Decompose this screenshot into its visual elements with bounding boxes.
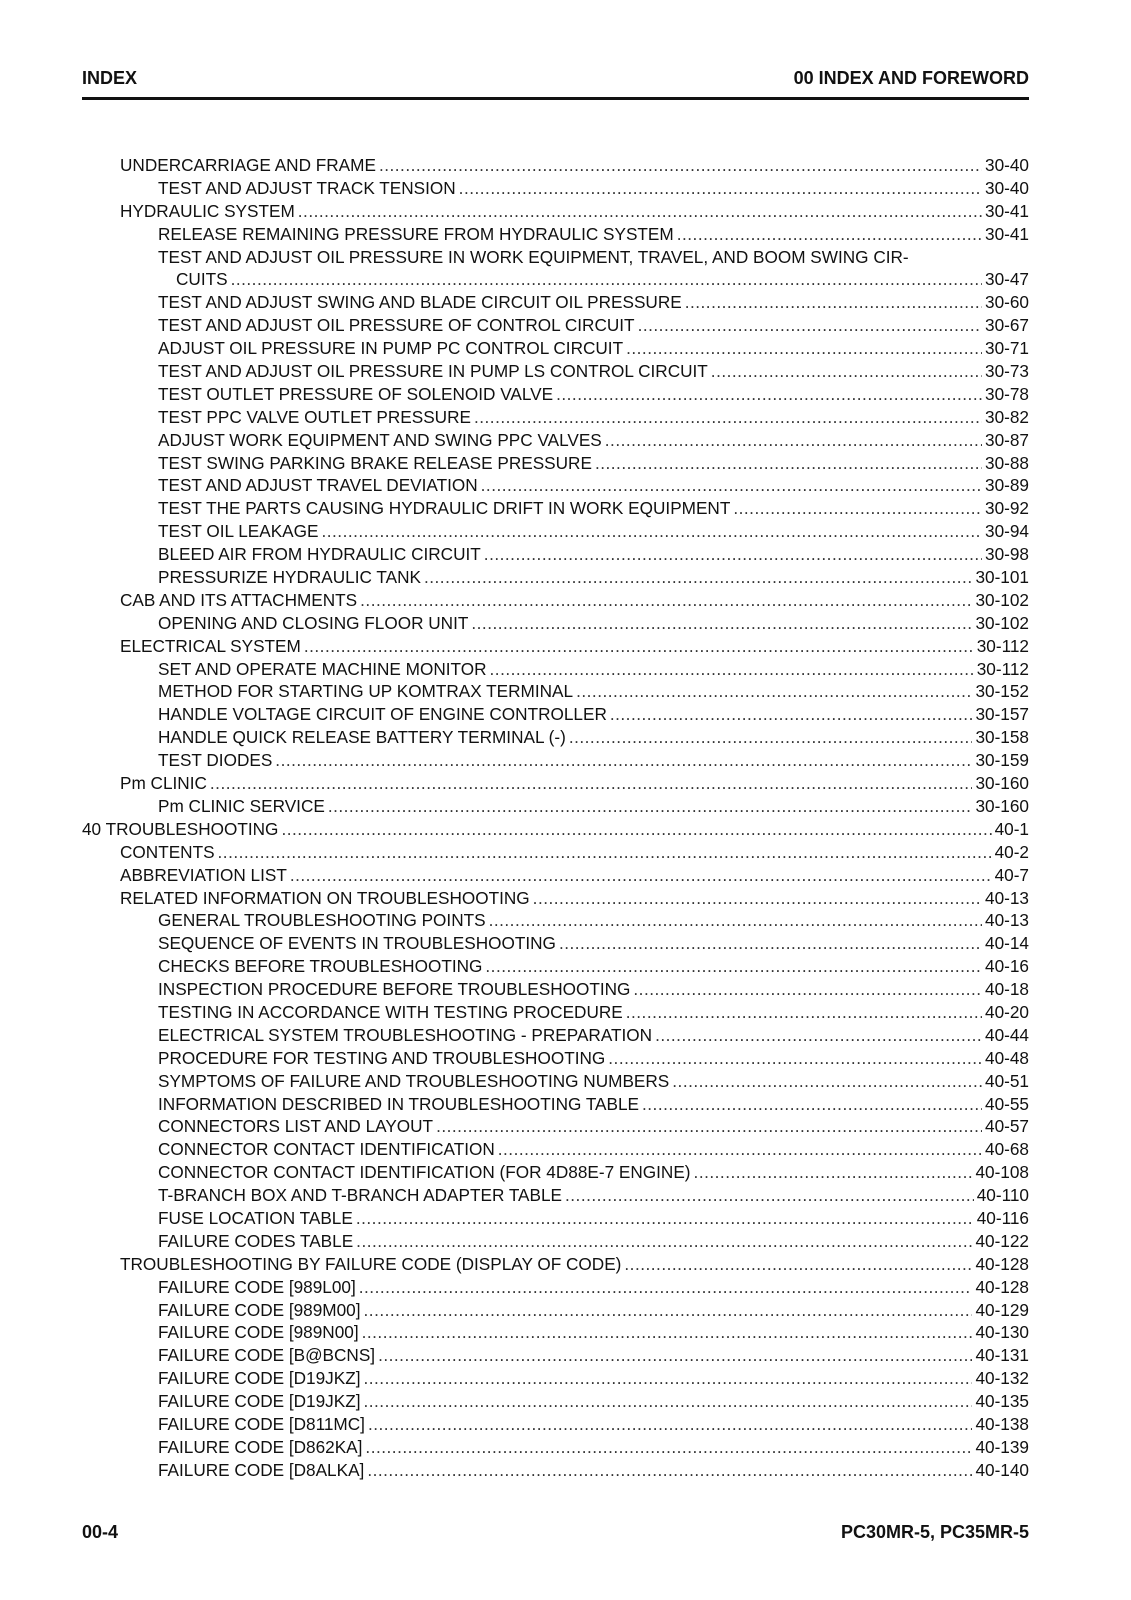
toc-leader-dots xyxy=(610,703,973,726)
toc-entry-page: 30-102 xyxy=(975,589,1029,610)
toc-entry-page: 40-18 xyxy=(985,979,1029,1000)
toc-entry-label: CHECKS BEFORE TROUBLESHOOTING xyxy=(158,956,483,977)
toc-entry-page: 30-101 xyxy=(975,567,1029,588)
toc-entry-page: 40-20 xyxy=(985,1001,1029,1022)
toc-leader-dots xyxy=(672,1070,982,1093)
toc-entry-page: 40-139 xyxy=(975,1436,1029,1457)
toc-entry-page: 30-60 xyxy=(985,292,1029,313)
toc-entry-label: TEST AND ADJUST OIL PRESSURE OF CONTROL CIRCUIT xyxy=(158,315,635,336)
toc-entry[interactable] xyxy=(82,864,1029,887)
toc-entry[interactable] xyxy=(82,955,1029,978)
toc-entry[interactable] xyxy=(82,1299,1029,1322)
toc-entry-label: FAILURE CODE [D811MC] xyxy=(158,1413,365,1434)
toc-entry[interactable] xyxy=(82,154,1029,177)
toc-leader-dots xyxy=(605,429,982,452)
toc-entry-label: TEST SWING PARKING BRAKE RELEASE PRESSURE xyxy=(158,452,592,473)
toc-entry-label: FAILURE CODE [D8ALKA] xyxy=(158,1459,365,1480)
toc-leader-dots xyxy=(655,1024,982,1047)
toc-entry[interactable] xyxy=(82,932,1029,955)
toc-leader-dots xyxy=(436,1115,982,1138)
toc-entry-page: 30-159 xyxy=(975,750,1029,771)
toc-entry[interactable] xyxy=(82,1093,1029,1116)
toc-entry[interactable] xyxy=(82,520,1029,543)
toc-entry-label: TEST PPC VALVE OUTLET PRESSURE xyxy=(158,406,471,427)
toc-entry-page: 40-14 xyxy=(985,933,1029,954)
toc-entry[interactable] xyxy=(82,680,1029,703)
toc-entry[interactable] xyxy=(82,1436,1029,1459)
toc-leader-dots xyxy=(365,1436,972,1459)
toc-entry-label: TROUBLESHOOTING BY FAILURE CODE (DISPLAY OF CODE) xyxy=(120,1253,622,1274)
toc-leader-dots xyxy=(290,864,992,887)
toc-leader-dots xyxy=(608,1047,982,1070)
toc-leader-dots xyxy=(733,497,982,520)
toc-entry-label: CONNECTOR CONTACT IDENTIFICATION xyxy=(158,1139,495,1160)
toc-entry-page: 30-152 xyxy=(975,681,1029,702)
toc-entry[interactable] xyxy=(82,1413,1029,1436)
toc-entry-page: 40-2 xyxy=(994,841,1029,862)
toc-entry-page: 40-51 xyxy=(985,1070,1029,1091)
toc-entry-label-line1: TEST AND ADJUST OIL PRESSURE IN WORK EQUIPMENT, TRAVEL, AND BOOM SWING CIR- xyxy=(158,246,909,267)
toc-entry[interactable] xyxy=(82,337,1029,360)
toc-entry[interactable] xyxy=(82,1321,1029,1344)
toc-leader-dots xyxy=(484,543,982,566)
toc-entry-page: 40-122 xyxy=(975,1230,1029,1251)
toc-entry-page: 30-71 xyxy=(985,338,1029,359)
toc-entry[interactable] xyxy=(82,703,1029,726)
toc-entry[interactable] xyxy=(82,909,1029,932)
toc-entry-page: 40-116 xyxy=(976,1207,1029,1228)
toc-leader-dots xyxy=(379,154,982,177)
toc-entry[interactable] xyxy=(82,268,1029,291)
toc-entry[interactable] xyxy=(82,360,1029,383)
toc-entry-page: 40-108 xyxy=(975,1162,1029,1183)
toc-leader-dots xyxy=(459,177,982,200)
toc-entry[interactable] xyxy=(82,497,1029,520)
page-footer xyxy=(82,1522,1029,1548)
toc-entry-page: 40-13 xyxy=(985,887,1029,908)
toc-leader-dots xyxy=(633,978,982,1001)
toc-leader-dots xyxy=(685,291,982,314)
table-of-contents xyxy=(82,154,1029,1482)
toc-entry-page: 30-112 xyxy=(976,635,1029,656)
toc-entry-page: 40-16 xyxy=(985,956,1029,977)
toc-entry-label: GENERAL TROUBLESHOOTING POINTS xyxy=(158,910,486,931)
toc-entry-label: FAILURE CODE [989M00] xyxy=(158,1299,361,1320)
toc-entry-label: BLEED AIR FROM HYDRAULIC CIRCUIT xyxy=(158,544,481,565)
toc-entry-label: RELEASE REMAINING PRESSURE FROM HYDRAULIC SYSTEM xyxy=(158,223,674,244)
toc-entry-label: FAILURE CODE [989L00] xyxy=(158,1276,356,1297)
toc-entry-label: TEST AND ADJUST TRAVEL DEVIATION xyxy=(158,475,478,496)
toc-entry-label: CONNECTORS LIST AND LAYOUT xyxy=(158,1116,434,1137)
toc-entry-page: 40-13 xyxy=(985,910,1029,931)
toc-entry-label: TEST AND ADJUST SWING AND BLADE CIRCUIT OIL PRESSURE xyxy=(158,292,682,313)
toc-leader-dots xyxy=(359,1276,973,1299)
header-chapter-title: 00 INDEX AND FOREWORD xyxy=(793,68,1029,88)
toc-entry-page: 40-132 xyxy=(975,1368,1029,1389)
toc-leader-dots xyxy=(424,566,973,589)
toc-entry-label: HANDLE QUICK RELEASE BATTERY TERMINAL (-) xyxy=(158,727,566,748)
toc-entry-page: 40-1 xyxy=(994,818,1029,839)
page-header xyxy=(82,68,1029,94)
toc-entry-label: ELECTRICAL SYSTEM xyxy=(120,635,301,656)
toc-entry[interactable] xyxy=(82,406,1029,429)
toc-entry[interactable] xyxy=(82,200,1029,223)
toc-entry-page: 30-160 xyxy=(975,773,1029,794)
toc-entry-label: HANDLE VOLTAGE CIRCUIT OF ENGINE CONTROLLER xyxy=(158,704,607,725)
toc-leader-dots xyxy=(231,268,982,291)
toc-entry-page: 40-48 xyxy=(985,1047,1029,1068)
toc-entry-page: 40-129 xyxy=(975,1299,1029,1320)
toc-leader-dots xyxy=(711,360,982,383)
toc-leader-dots xyxy=(328,795,973,818)
toc-entry-label: FAILURE CODE [D19JKZ] xyxy=(158,1391,361,1412)
toc-entry-label: METHOD FOR STARTING UP KOMTRAX TERMINAL xyxy=(158,681,574,702)
toc-entry-label: INSPECTION PROCEDURE BEFORE TROUBLESHOOTING xyxy=(158,979,631,1000)
toc-entry[interactable] xyxy=(82,772,1029,795)
header-divider xyxy=(82,97,1029,100)
toc-entry-label: ADJUST WORK EQUIPMENT AND SWING PPC VALVES xyxy=(158,429,602,450)
toc-leader-dots xyxy=(367,1459,972,1482)
toc-entry[interactable] xyxy=(82,1024,1029,1047)
toc-entry-label: TEST DIODES xyxy=(158,750,273,771)
toc-entry-label: FAILURE CODES TABLE xyxy=(158,1230,354,1251)
toc-leader-dots xyxy=(576,680,972,703)
toc-entry-page: 30-158 xyxy=(975,727,1029,748)
toc-entry-page: 40-68 xyxy=(985,1139,1029,1160)
toc-entry-label: PRESSURIZE HYDRAULIC TANK xyxy=(158,567,421,588)
toc-entry-label: TEST AND ADJUST TRACK TENSION xyxy=(158,177,456,198)
toc-leader-dots xyxy=(642,1093,982,1116)
toc-leader-dots xyxy=(489,909,982,932)
toc-entry[interactable] xyxy=(82,589,1029,612)
toc-entry-label: CUITS xyxy=(176,269,228,290)
toc-entry-label: FUSE LOCATION TABLE xyxy=(158,1207,353,1228)
toc-entry[interactable] xyxy=(82,543,1029,566)
footer-model-names: PC30MR-5, PC35MR-5 xyxy=(840,1522,1029,1542)
toc-leader-dots xyxy=(368,1413,973,1436)
toc-entry[interactable] xyxy=(82,1230,1029,1253)
toc-entry-page: 40-57 xyxy=(985,1116,1029,1137)
toc-leader-dots xyxy=(356,1207,974,1230)
toc-leader-dots xyxy=(275,749,972,772)
toc-entry-label: Pm CLINIC xyxy=(120,773,207,794)
toc-entry-page: 40-110 xyxy=(976,1185,1029,1206)
toc-entry[interactable] xyxy=(82,1001,1029,1024)
toc-entry[interactable] xyxy=(82,726,1029,749)
toc-entry-wrapped-line xyxy=(82,246,1029,269)
toc-entry[interactable] xyxy=(82,1138,1029,1161)
toc-entry-label: ABBREVIATION LIST xyxy=(120,864,287,885)
toc-entry-label: TEST AND ADJUST OIL PRESSURE IN PUMP LS CONTROL CIRCUIT xyxy=(158,361,708,382)
toc-entry-label: CONNECTOR CONTACT IDENTIFICATION (FOR 4D88E-7 ENGINE) xyxy=(158,1162,691,1183)
toc-entry-label: INFORMATION DESCRIBED IN TROUBLESHOOTING TABLE xyxy=(158,1093,639,1114)
toc-entry-label: SET AND OPERATE MACHINE MONITOR xyxy=(158,658,487,679)
toc-leader-dots xyxy=(363,1390,972,1413)
toc-entry-label: SYMPTOMS OF FAILURE AND TROUBLESHOOTING NUMBERS xyxy=(158,1070,670,1091)
toc-entry[interactable] xyxy=(82,1161,1029,1184)
toc-leader-dots xyxy=(474,406,982,429)
toc-leader-dots xyxy=(556,383,982,406)
toc-leader-dots xyxy=(569,726,973,749)
toc-entry[interactable] xyxy=(82,1367,1029,1390)
toc-leader-dots xyxy=(298,200,982,223)
toc-entry-page: 30-47 xyxy=(985,269,1029,290)
toc-leader-dots xyxy=(364,1299,973,1322)
toc-entry[interactable] xyxy=(82,474,1029,497)
toc-leader-dots xyxy=(677,223,982,246)
toc-entry[interactable] xyxy=(82,314,1029,337)
toc-entry-label: ADJUST OIL PRESSURE IN PUMP PC CONTROL CIRCUIT xyxy=(158,338,624,359)
toc-leader-dots xyxy=(356,1230,972,1253)
toc-entry[interactable] xyxy=(82,1276,1029,1299)
toc-leader-dots xyxy=(626,337,982,360)
toc-entry-page: 30-82 xyxy=(985,406,1029,427)
toc-entry-page: 30-94 xyxy=(985,521,1029,542)
toc-entry-label: TEST OIL LEAKAGE xyxy=(158,521,319,542)
toc-entry-page: 40-135 xyxy=(975,1391,1029,1412)
toc-entry[interactable] xyxy=(82,1115,1029,1138)
footer-page-number: 00-4 xyxy=(82,1522,119,1542)
toc-entry-page: 40-128 xyxy=(975,1253,1029,1274)
toc-leader-dots xyxy=(481,474,982,497)
toc-entry[interactable] xyxy=(82,383,1029,406)
toc-leader-dots xyxy=(362,1321,973,1344)
toc-leader-dots xyxy=(565,1184,974,1207)
toc-entry-page: 30-157 xyxy=(975,704,1029,725)
toc-entry-page: 30-73 xyxy=(985,361,1029,382)
toc-entry[interactable] xyxy=(82,452,1029,475)
toc-entry-label: Pm CLINIC SERVICE xyxy=(158,795,325,816)
toc-entry-page: 40-44 xyxy=(985,1024,1029,1045)
toc-entry-page: 40-7 xyxy=(994,864,1029,885)
toc-entry-label: CONTENTS xyxy=(120,841,215,862)
header-section-title: INDEX xyxy=(82,68,138,88)
toc-entry[interactable] xyxy=(82,1184,1029,1207)
toc-leader-dots xyxy=(626,1001,982,1024)
toc-entry[interactable] xyxy=(82,1459,1029,1482)
toc-entry[interactable] xyxy=(82,291,1029,314)
toc-entry[interactable] xyxy=(82,749,1029,772)
toc-entry-label: RELATED INFORMATION ON TROUBLESHOOTING xyxy=(120,887,530,908)
toc-entry-label: HYDRAULIC SYSTEM xyxy=(120,200,295,221)
toc-entry-label: T-BRANCH BOX AND T-BRANCH ADAPTER TABLE xyxy=(158,1185,562,1206)
toc-entry-page: 30-88 xyxy=(985,452,1029,473)
toc-leader-dots xyxy=(281,818,991,841)
toc-entry-page: 40-130 xyxy=(975,1322,1029,1343)
toc-entry-label: ELECTRICAL SYSTEM TROUBLESHOOTING - PREPARATION xyxy=(158,1024,653,1045)
toc-entry-label: TESTING IN ACCORDANCE WITH TESTING PROCEDURE xyxy=(158,1001,623,1022)
toc-entry[interactable] xyxy=(82,1070,1029,1093)
toc-entry[interactable] xyxy=(82,1390,1029,1413)
toc-leader-dots xyxy=(210,772,973,795)
toc-entry[interactable] xyxy=(82,658,1029,681)
toc-entry[interactable] xyxy=(82,223,1029,246)
toc-entry-page: 30-40 xyxy=(985,177,1029,198)
toc-entry-label: FAILURE CODE [989N00] xyxy=(158,1322,359,1343)
toc-entry-page: 40-128 xyxy=(975,1276,1029,1297)
toc-entry-page: 30-41 xyxy=(985,223,1029,244)
toc-entry[interactable] xyxy=(82,635,1029,658)
toc-leader-dots xyxy=(595,452,982,475)
toc-entry[interactable] xyxy=(82,1047,1029,1070)
toc-entry-page: 30-160 xyxy=(975,795,1029,816)
toc-entry[interactable] xyxy=(82,429,1029,452)
toc-leader-dots xyxy=(490,658,974,681)
toc-entry-page: 30-89 xyxy=(985,475,1029,496)
toc-leader-dots xyxy=(360,589,972,612)
toc-entry-page: 30-87 xyxy=(985,429,1029,450)
toc-leader-dots xyxy=(559,932,982,955)
toc-entry-page: 40-138 xyxy=(975,1413,1029,1434)
toc-entry[interactable] xyxy=(82,978,1029,1001)
toc-entry-label: OPENING AND CLOSING FLOOR UNIT xyxy=(158,612,469,633)
toc-entry-page: 40-131 xyxy=(975,1345,1029,1366)
toc-leader-dots xyxy=(218,841,992,864)
toc-leader-dots xyxy=(471,612,972,635)
toc-entry-label: FAILURE CODE [D862KA] xyxy=(158,1436,363,1457)
toc-entry-page: 30-67 xyxy=(985,315,1029,336)
toc-entry-label: FAILURE CODE [D19JKZ] xyxy=(158,1368,361,1389)
toc-entry-page: 40-140 xyxy=(975,1459,1029,1480)
toc-entry-page: 30-78 xyxy=(985,383,1029,404)
toc-entry-label: TEST THE PARTS CAUSING HYDRAULIC DRIFT IN WORK EQUIPMENT xyxy=(158,498,731,519)
toc-entry-page: 30-102 xyxy=(975,612,1029,633)
toc-entry[interactable] xyxy=(82,612,1029,635)
toc-entry[interactable] xyxy=(82,566,1029,589)
toc-leader-dots xyxy=(638,314,982,337)
toc-entry-page: 30-40 xyxy=(985,155,1029,175)
toc-entry-label: PROCEDURE FOR TESTING AND TROUBLESHOOTING xyxy=(158,1047,606,1068)
toc-entry[interactable] xyxy=(82,818,1029,841)
toc-entry-label: SEQUENCE OF EVENTS IN TROUBLESHOOTING xyxy=(158,933,556,954)
toc-entry[interactable] xyxy=(82,795,1029,818)
toc-entry-page: 30-112 xyxy=(976,658,1029,679)
toc-entry-label: FAILURE CODE [B@BCNS] xyxy=(158,1345,376,1366)
toc-entry[interactable] xyxy=(82,1344,1029,1367)
toc-entry-label: TEST OUTLET PRESSURE OF SOLENOID VALVE xyxy=(158,383,554,404)
toc-leader-dots xyxy=(624,1253,972,1276)
toc-entry-page: 30-41 xyxy=(985,200,1029,221)
toc-leader-dots xyxy=(485,955,982,978)
toc-leader-dots xyxy=(533,887,982,910)
toc-entry[interactable] xyxy=(82,887,1029,910)
toc-leader-dots xyxy=(378,1344,972,1367)
toc-leader-dots xyxy=(321,520,982,543)
toc-leader-dots xyxy=(498,1138,982,1161)
toc-entry[interactable] xyxy=(82,841,1029,864)
toc-entry-page: 30-98 xyxy=(985,544,1029,565)
toc-entry-label: CAB AND ITS ATTACHMENTS xyxy=(120,589,358,610)
toc-entry-label: UNDERCARRIAGE AND FRAME xyxy=(120,155,376,175)
toc-entry-page: 40-55 xyxy=(985,1093,1029,1114)
toc-entry[interactable] xyxy=(82,1207,1029,1230)
toc-entry[interactable] xyxy=(82,177,1029,200)
toc-entry-page: 30-92 xyxy=(985,498,1029,519)
toc-entry[interactable] xyxy=(82,1253,1029,1276)
toc-leader-dots xyxy=(694,1161,973,1184)
toc-entry-label: 40 TROUBLESHOOTING xyxy=(82,818,279,839)
toc-leader-dots xyxy=(304,635,974,658)
toc-leader-dots xyxy=(363,1367,972,1390)
